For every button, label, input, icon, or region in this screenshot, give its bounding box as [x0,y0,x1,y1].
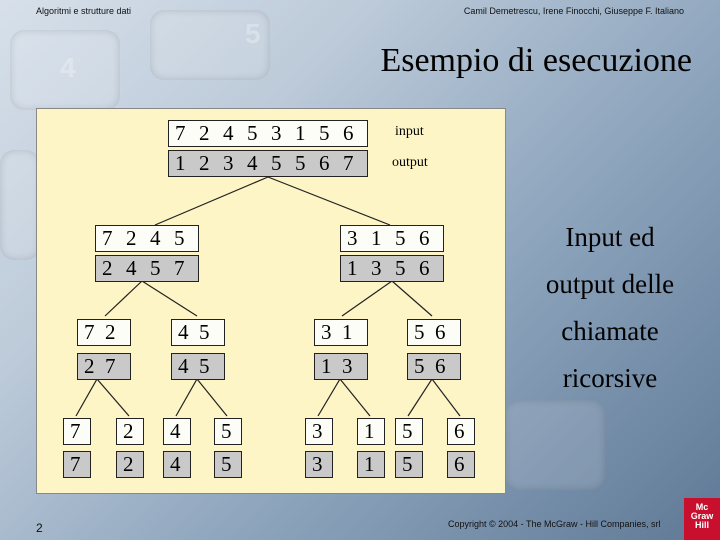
header-authors: Camil Demetrescu, Irene Finocchi, Giuseppe F. Italiano [463,6,684,16]
input-label: input [395,124,424,139]
array-cell: 5 [295,151,306,175]
level2-box-2-input [171,319,225,346]
array-cell: 5 [271,151,282,175]
array-cell: 2 [126,226,137,250]
array-cell: 1 [364,419,375,443]
level2-box-2-output [171,353,225,380]
array-cell: 5 [221,419,232,443]
array-cell: 1 [364,452,375,476]
array-cell: 3 [347,226,358,250]
array-cell: 4 [223,121,234,145]
level3-box-7-output [395,451,423,478]
array-cell: 4 [170,419,181,443]
array-cell: 4 [178,354,189,378]
array-cell: 5 [402,452,413,476]
level3-box-4-output [214,451,242,478]
level3-box-7-input [395,418,423,445]
array-cell: 1 [175,151,186,175]
array-cell: 5 [395,226,406,250]
level2-box-4-input [407,319,461,346]
copyright-notice: Copyright © 2004 - The McGraw - Hill Companies, srl [448,519,661,529]
array-cell: 2 [102,256,113,280]
array-cell: 6 [419,256,430,280]
level1-right-output-box [340,255,444,282]
array-cell: 3 [321,320,332,344]
array-cell: 4 [150,226,161,250]
level3-box-2-output [116,451,144,478]
array-cell: 5 [395,256,406,280]
array-cell: 7 [175,121,186,145]
level3-box-5-output [305,451,333,478]
array-cell: 1 [321,354,332,378]
array-cell: 2 [105,320,116,344]
header-course-title: Algoritmi e strutture dati [36,6,132,16]
side-caption [520,214,700,402]
level1-left-output-box [95,255,199,282]
array-cell: 5 [199,354,210,378]
side-caption-line: chiamate [561,316,659,346]
level2-box-1-input [77,319,131,346]
array-cell: 3 [312,419,323,443]
array-cell: 3 [312,452,323,476]
array-cell: 5 [414,354,425,378]
array-cell: 7 [102,226,113,250]
array-cell: 2 [123,419,134,443]
array-cell: 5 [414,320,425,344]
array-cell: 1 [347,256,358,280]
root-output-box [168,150,368,177]
keyboard-glyph: 5 [245,18,261,49]
level3-box-4-input [214,418,242,445]
array-cell: 7 [174,256,185,280]
array-cell: 1 [371,226,382,250]
array-cell: 7 [105,354,116,378]
array-cell: 5 [319,121,330,145]
array-cell: 6 [435,320,446,344]
array-cell: 5 [402,419,413,443]
keyboard-glyph: 4 [60,52,76,83]
output-label: output [392,155,428,170]
level3-box-5-input [305,418,333,445]
side-caption-line: output delle [545,269,675,299]
root-input-box [168,120,368,147]
level2-box-1-output [77,353,131,380]
array-cell: 3 [371,256,382,280]
array-cell: 5 [174,226,185,250]
array-cell: 7 [84,320,95,344]
array-cell: 3 [271,121,282,145]
level3-box-1-output [63,451,91,478]
level3-box-3-input [163,418,191,445]
array-cell: 5 [150,256,161,280]
array-cell: 3 [342,354,353,378]
level2-box-3-output [314,353,368,380]
slide-title: Esempio di esecuzione [380,42,692,79]
array-cell: 1 [342,320,353,344]
level3-box-1-input [63,418,91,445]
array-cell: 2 [84,354,95,378]
array-cell: 4 [247,151,258,175]
array-cell: 6 [419,226,430,250]
array-cell: 5 [221,452,232,476]
level3-box-2-input [116,418,144,445]
level3-box-8-input [447,418,475,445]
level2-box-3-input [314,319,368,346]
side-caption-line: Input ed [565,222,655,252]
array-cell: 7 [343,151,354,175]
array-cell: 6 [319,151,330,175]
mcgraw-hill-logo: Mc Graw Hill [684,498,720,540]
array-cell: 7 [70,419,81,443]
side-caption-line: ricorsive [562,363,658,393]
level1-right-input-box [340,225,444,252]
array-cell: 6 [343,121,354,145]
array-cell: 2 [199,121,210,145]
level1-left-input-box [95,225,199,252]
array-cell: 2 [199,151,210,175]
level2-box-4-output [407,353,461,380]
level3-box-6-input [357,418,385,445]
array-cell: 1 [295,121,306,145]
keyboard-key [505,400,605,490]
array-cell: 4 [126,256,137,280]
array-cell: 6 [435,354,446,378]
array-cell: 2 [123,452,134,476]
level3-box-3-output [163,451,191,478]
array-cell: 5 [247,121,258,145]
array-cell: 6 [454,452,465,476]
array-cell: 6 [454,419,465,443]
array-cell: 5 [199,320,210,344]
merge-sort-tree-diagram [36,108,506,494]
keyboard-key [0,150,40,260]
array-cell: 4 [178,320,189,344]
array-cell: 7 [70,452,81,476]
level3-box-8-output [447,451,475,478]
level3-box-6-output [357,451,385,478]
array-cell: 4 [170,452,181,476]
page-number: 2 [36,521,43,535]
array-cell: 3 [223,151,234,175]
